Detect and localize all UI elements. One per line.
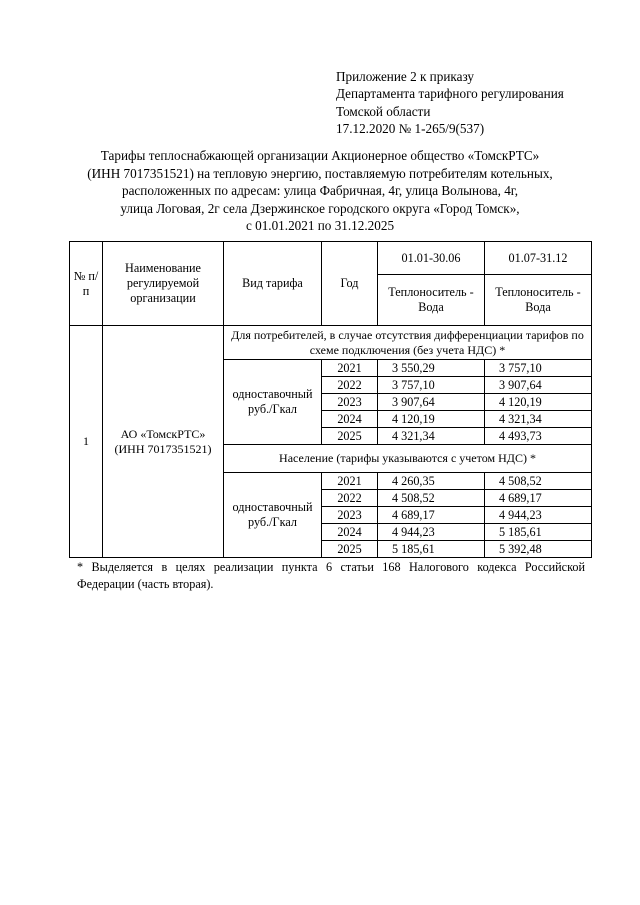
value-cell: 4 120,19 [378, 411, 485, 428]
org-inn: (ИНН 7017351521) [114, 441, 212, 456]
year-cell: 2024 [322, 411, 378, 428]
tariff-type-cell [224, 473, 322, 558]
year-cell: 2022 [322, 377, 378, 394]
value-cell: 4 689,17 [378, 507, 485, 524]
header-num: № п/п [70, 242, 103, 326]
year-cell: 2025 [322, 428, 378, 445]
org-name [103, 326, 224, 558]
value-cell: 5 185,61 [378, 541, 485, 558]
tariff-unit: руб./Гкал [248, 402, 297, 416]
year-cell: 2023 [322, 394, 378, 411]
year-cell: 2021 [322, 360, 378, 377]
title-line: с 01.01.2021 по 31.12.2025 [245, 218, 395, 233]
tariff-table [69, 241, 592, 558]
year-cell: 2021 [322, 473, 378, 490]
value-cell: 4 944,23 [378, 524, 485, 541]
tariff-unit: руб./Гкал [248, 515, 297, 529]
value-cell: 4 508,52 [378, 490, 485, 507]
title-line: Тарифы теплоснабжающей организации Акционерное общество «ТомскРТС» [100, 148, 540, 163]
value-cell: 4 120,19 [485, 394, 592, 411]
year-cell: 2022 [322, 490, 378, 507]
org-name-line: АО «ТомскРТС» [120, 426, 206, 441]
value-cell: 4 944,23 [485, 507, 592, 524]
row-number: 1 [70, 326, 103, 558]
year-cell: 2023 [322, 507, 378, 524]
annex-header [336, 68, 564, 138]
header-year: Год [322, 242, 378, 326]
value-cell: 4 508,52 [485, 473, 592, 490]
tariff-type-cell [224, 360, 322, 445]
value-cell: 3 907,64 [378, 394, 485, 411]
header-medium-2: Теплоноситель - Вода [485, 275, 592, 326]
year-cell: 2025 [322, 541, 378, 558]
year-cell: 2024 [322, 524, 378, 541]
value-cell: 4 493,73 [485, 428, 592, 445]
title-line: расположенных по адресам: улица Фабричная, 4г, улица Волынова, 4г, [121, 183, 519, 198]
group-label: Для потребителей, в случае отсутствия дифференциации тарифов по схеме подключения (без учета НДС) * [224, 326, 592, 360]
tariff-type-name: одноставочный [232, 387, 313, 401]
value-cell: 5 392,48 [485, 541, 592, 558]
header-org: Наименование регулируемой организации [103, 242, 224, 326]
value-cell: 3 757,10 [485, 360, 592, 377]
value-cell: 3 757,10 [378, 377, 485, 394]
annex-line: Приложение 2 к приказу [336, 69, 474, 84]
value-cell: 3 550,29 [378, 360, 485, 377]
annex-line: Департамента тарифного регулирования [336, 86, 564, 102]
group-label: Население (тарифы указываются с учетом НДС) * [224, 445, 592, 473]
annex-line: Томской области [336, 103, 431, 119]
header-medium-1: Теплоноситель - Вода [378, 275, 485, 326]
value-cell: 4 260,35 [378, 473, 485, 490]
header-period-2: 01.07-31.12 [485, 242, 592, 275]
value-cell: 5 185,61 [485, 524, 592, 541]
value-cell: 4 689,17 [485, 490, 592, 507]
value-cell: 3 907,64 [485, 377, 592, 394]
footnote: * Выделяется в целях реализации пункта 6 статьи 168 Налогового кодекса Российской Федерации (часть вторая). [77, 560, 585, 591]
value-cell: 4 321,34 [485, 411, 592, 428]
title-line: улица Логовая, 2г села Дзержинское городского округа «Город Томск», [120, 200, 520, 216]
document-title [60, 147, 580, 235]
header-period-1: 01.01-30.06 [378, 242, 485, 275]
title-line: (ИНН 7017351521) на тепловую энергию, поставляемую потребителям котельных, [87, 165, 553, 181]
value-cell: 4 321,34 [378, 428, 485, 445]
annex-line: 17.12.2020 № 1-265/9(537) [336, 121, 485, 137]
tariff-type-name: одноставочный [232, 500, 313, 514]
header-tariff-type: Вид тарифа [224, 242, 322, 326]
